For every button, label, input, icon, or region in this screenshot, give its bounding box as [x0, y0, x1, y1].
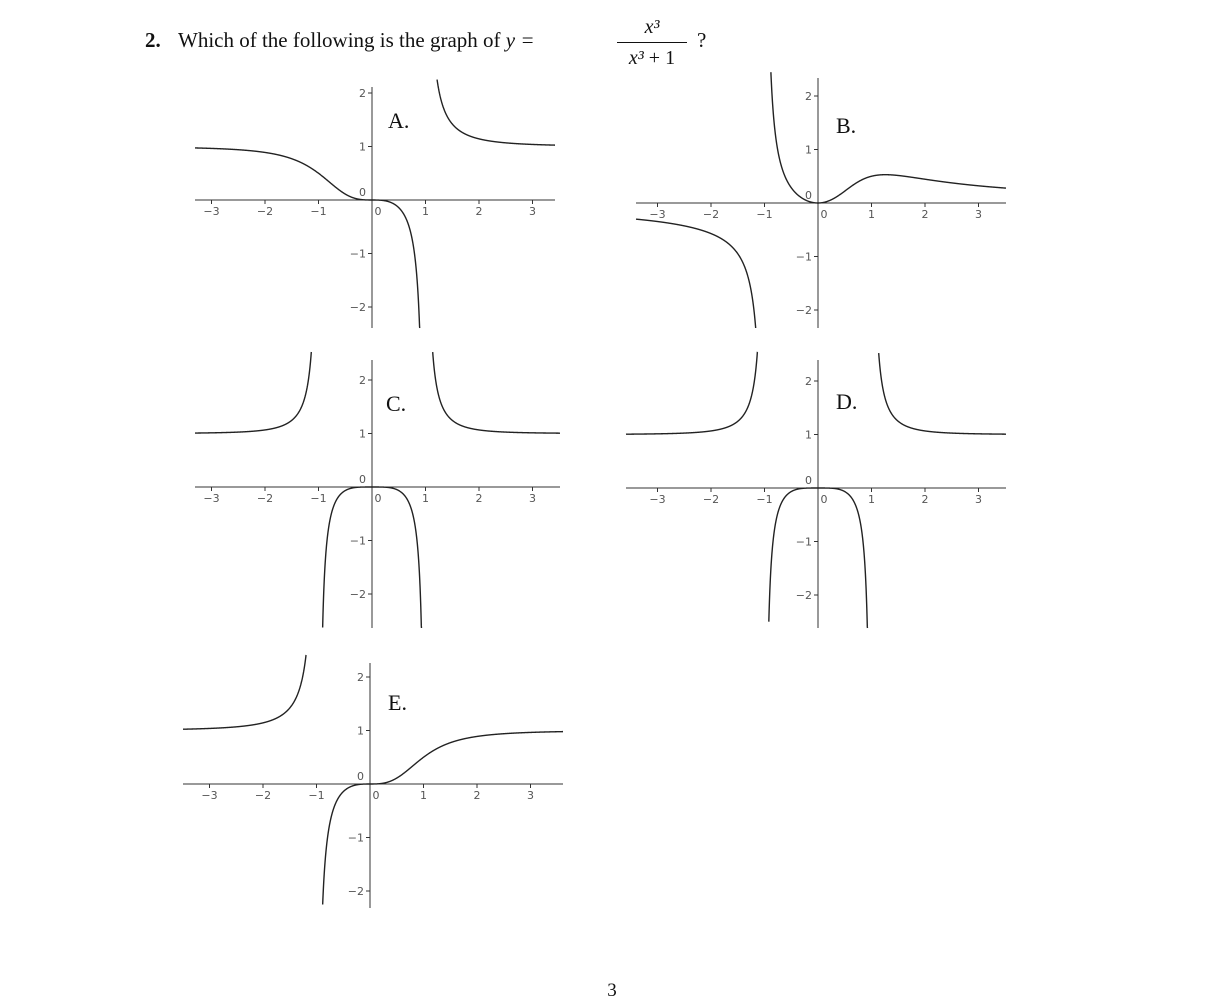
x-tick-label: 2 [921, 493, 929, 506]
option-label: C. [386, 391, 407, 416]
y-tick-label: −2 [349, 588, 366, 601]
x-tick-label: 3 [529, 205, 536, 218]
x-tick-label: −3 [649, 208, 666, 221]
fraction-denominator-rest: + 1 [648, 47, 676, 69]
x-tick-label: −3 [203, 205, 220, 218]
option-label: D. [836, 389, 858, 414]
fraction-denominator-var: x³ [628, 47, 644, 69]
curve [323, 732, 563, 905]
y-tick-label: −2 [795, 304, 812, 317]
y-tick-label: −1 [347, 831, 364, 845]
x-tick-label: 1 [868, 493, 875, 506]
option-label: E. [388, 690, 407, 715]
x-tick-label: 0 [372, 789, 380, 802]
option-label: A. [388, 108, 410, 133]
x-tick-label: 3 [975, 493, 982, 506]
x-tick-label: 1 [422, 205, 429, 218]
y-tick-label: 1 [359, 427, 366, 441]
x-tick-label: −2 [256, 205, 274, 218]
y-tick-label: −1 [349, 534, 366, 548]
y-tick-label: 2 [805, 90, 812, 103]
y-tick-label: 0 [359, 186, 366, 199]
x-tick-label: −1 [756, 208, 773, 221]
y-tick-label: 1 [359, 140, 366, 154]
y-tick-label: 0 [359, 473, 366, 486]
y-tick-label: −1 [349, 247, 366, 261]
y-tick-label: −1 [795, 535, 812, 549]
x-tick-label: −2 [702, 208, 720, 221]
y-tick-label: 2 [357, 671, 364, 684]
y-tick-label: 0 [805, 474, 812, 487]
x-tick-label: −1 [308, 789, 325, 802]
y-tick-label: 2 [359, 374, 366, 387]
y-equals: y = [505, 28, 535, 52]
x-tick-label: −1 [310, 492, 327, 505]
x-tick-label: −2 [702, 493, 720, 506]
x-tick-label: 0 [820, 493, 828, 506]
x-tick-label: −1 [756, 493, 773, 506]
question-number: 2. [145, 28, 161, 52]
question-prompt: Which of the following is the graph of [178, 28, 501, 52]
option-label: B. [836, 113, 857, 138]
question-mark: ? [697, 28, 707, 52]
y-tick-label: 2 [805, 375, 812, 388]
x-tick-label: −1 [310, 205, 327, 218]
y-tick-label: −1 [795, 250, 812, 264]
x-tick-label: 1 [422, 492, 429, 505]
x-tick-label: −2 [256, 492, 274, 505]
x-tick-label: 2 [473, 789, 481, 802]
x-tick-label: −3 [649, 493, 666, 506]
y-tick-label: −2 [795, 589, 812, 602]
y-tick-label: 1 [805, 428, 812, 442]
y-tick-label: −2 [349, 301, 366, 314]
x-tick-label: −3 [203, 492, 220, 505]
x-tick-label: 2 [475, 205, 483, 218]
y-tick-label: 2 [359, 87, 366, 100]
y-tick-label: 1 [357, 724, 364, 738]
y-tick-label: 0 [805, 189, 812, 202]
x-tick-label: 1 [420, 789, 427, 802]
x-tick-label: 0 [820, 208, 828, 221]
x-tick-label: 3 [975, 208, 982, 221]
x-tick-label: 2 [921, 208, 929, 221]
x-tick-label: 0 [374, 205, 382, 218]
page-number: 3 [607, 980, 617, 1001]
fraction-numerator: x³ [644, 16, 660, 38]
y-tick-label: 1 [805, 143, 812, 157]
y-tick-label: −2 [347, 885, 364, 898]
x-tick-label: 0 [374, 492, 382, 505]
x-tick-label: 3 [527, 789, 534, 802]
curve [183, 655, 306, 729]
x-tick-label: 3 [529, 492, 536, 505]
x-tick-label: −2 [254, 789, 272, 802]
x-tick-label: 2 [475, 492, 483, 505]
x-tick-label: −3 [201, 789, 218, 802]
x-tick-label: 1 [868, 208, 875, 221]
y-tick-label: 0 [357, 770, 364, 783]
